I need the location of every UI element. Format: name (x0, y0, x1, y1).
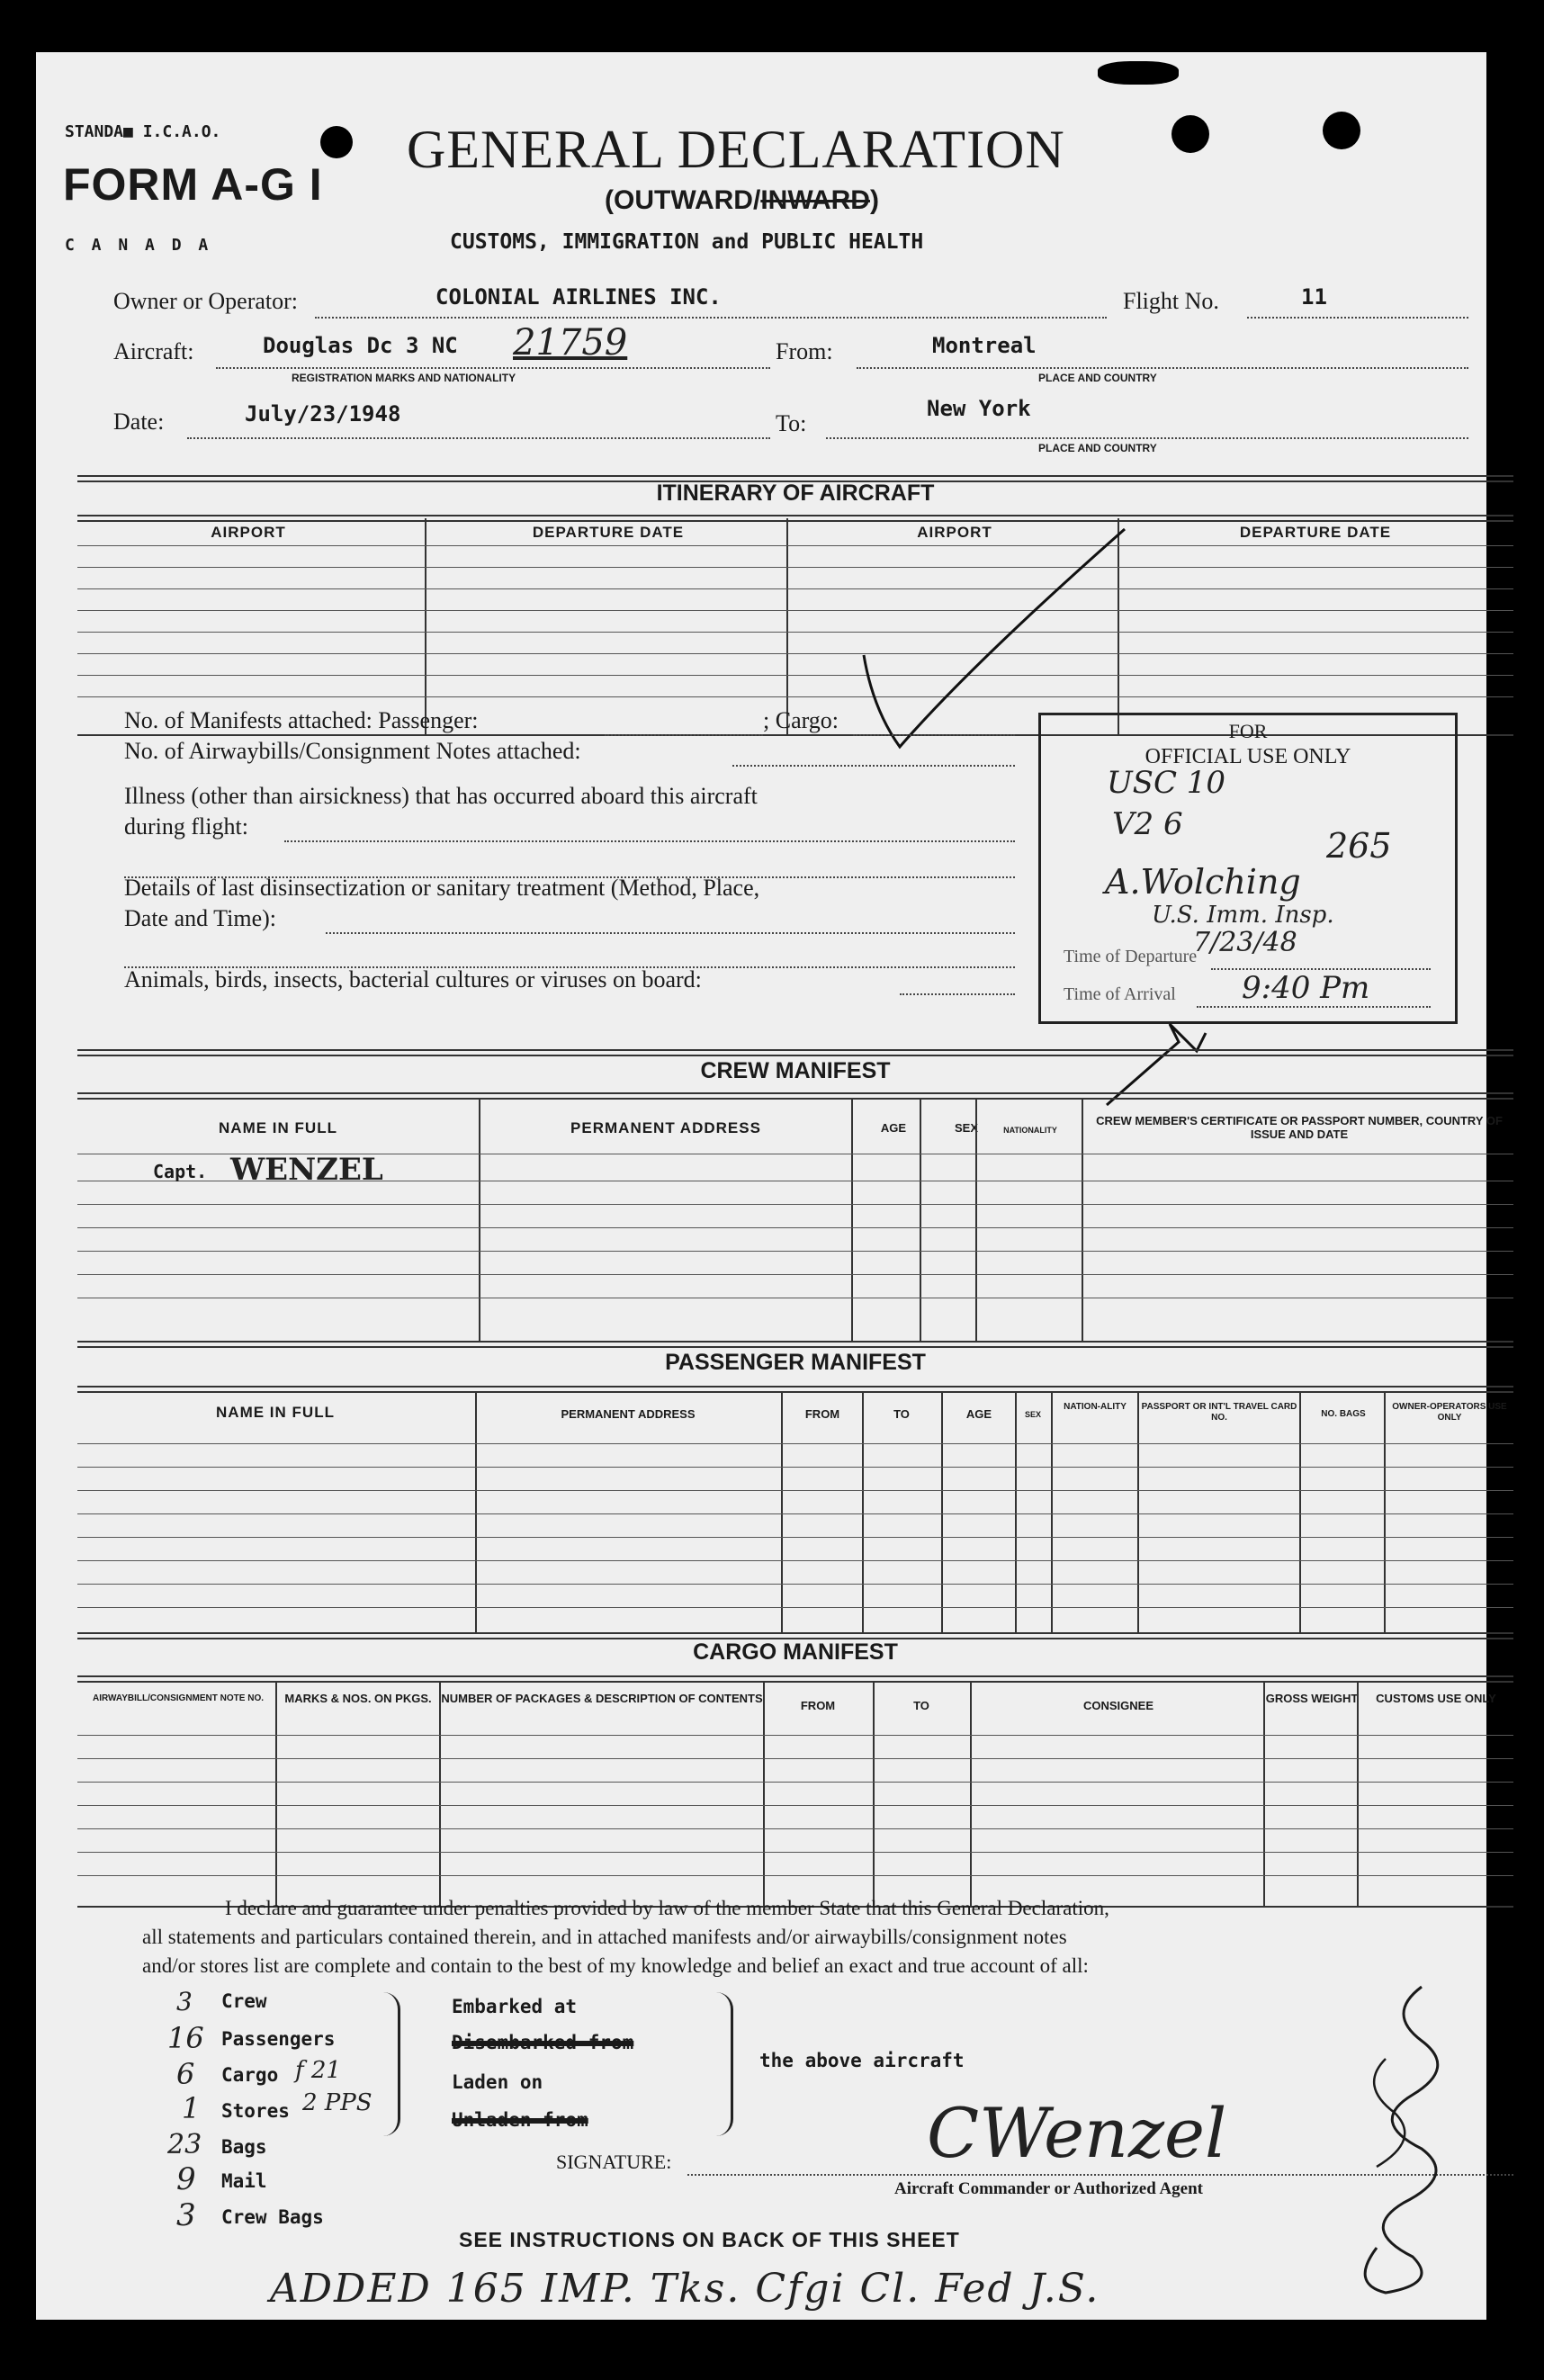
aircraft-label: Aircraft: (113, 338, 194, 364)
cargo-divider-5 (970, 1681, 972, 1906)
passenger-row-line (77, 1560, 1513, 1561)
signature-label: SIGNATURE: (556, 2151, 672, 2173)
passenger-divider-8 (1299, 1391, 1301, 1634)
cargo-col-customs: CUSTOMS USE ONLY (1376, 1692, 1496, 1705)
tally-number: 1 (182, 2091, 201, 2125)
flight-line (1247, 317, 1468, 319)
manifests-question: No. of Manifests attached: Passenger: (124, 707, 479, 733)
official-hand-2: V2 6 (1112, 806, 1183, 842)
crew-col-address: PERMANENT ADDRESS (570, 1119, 761, 1136)
above-aircraft-label: the above aircraft (759, 2050, 965, 2071)
cargo-row-line (77, 1735, 1513, 1736)
tally-note: f 21 (295, 2057, 341, 2084)
tally-number: 3 (176, 1987, 193, 2016)
date-line (187, 437, 770, 439)
tally-label: Cargo (221, 2064, 279, 2086)
tally-row (167, 2197, 437, 2233)
cargo-row-line (77, 1782, 1513, 1783)
departure-time-label: Time of Departure (1064, 947, 1198, 966)
punch-hole-right (1323, 112, 1360, 149)
right-bracket (716, 1992, 733, 2136)
passenger-col-to: TO (893, 1407, 910, 1421)
animals-line (900, 993, 1015, 995)
cargo-row-line (77, 1875, 1513, 1876)
passenger-col-owner: OWNER-OPERATORS USE ONLY (1392, 1402, 1507, 1423)
passenger-row-line (77, 1490, 1513, 1491)
cargo-row-line (77, 1758, 1513, 1759)
owner-label: Owner or Operator: (113, 288, 299, 314)
cargo-row-line (77, 1828, 1513, 1829)
passenger-divider-6 (1051, 1391, 1053, 1634)
declaration-line-1: I declare and guarantee under penalties provided by law of the member State that this General Declaration, (225, 1897, 1109, 1919)
disinsect-question-1: Details of last disinsectization or sanitary treatment (Method, Place, (124, 875, 760, 901)
cargo-top-rule (77, 1632, 1513, 1639)
crew-divider-4 (975, 1098, 977, 1341)
itinerary-divider-1 (425, 518, 426, 734)
passenger-row-line (77, 1537, 1513, 1538)
illness-line (284, 840, 1015, 842)
illness-question-1: Illness (other than airsickness) that has occurred aboard this aircraft (124, 783, 758, 809)
form-number: FORM A-G I (63, 159, 323, 210)
form-title: GENERAL DECLARATION (407, 120, 1065, 179)
itinerary-row-line (77, 545, 1513, 546)
passenger-title: PASSENGER MANIFEST (665, 1350, 926, 1375)
tally-note: 2 PPS (302, 2089, 373, 2116)
crew-col-age: AGE (880, 1121, 907, 1135)
cargo-question: ; Cargo: (763, 707, 839, 733)
passenger-row-line (77, 1607, 1513, 1608)
crew-row-line (77, 1251, 1513, 1252)
airwaybills-line (732, 765, 1015, 767)
official-hand-1: USC 10 (1107, 765, 1226, 801)
ink-blot (1098, 61, 1179, 85)
declaration-line-2: all statements and particulars contained therein, and in attached manifests and/or airwaybills/consignment notes (142, 1926, 1067, 1948)
date-label: Date: (113, 409, 165, 435)
from-line (857, 367, 1468, 369)
animals-question: Animals, birds, insects, bacterial cultures or viruses on board: (124, 966, 702, 992)
cargo-title: CARGO MANIFEST (693, 1639, 898, 1665)
cargo-divider-7 (1357, 1681, 1359, 1906)
passenger-divider-4 (941, 1391, 943, 1634)
crew-col-certificate: CREW MEMBER'S CERTIFICATE OR PASSPORT NUMBER, COUNTRY OF ISSUE AND DATE (1096, 1114, 1503, 1141)
itinerary-row-line (77, 632, 1513, 633)
date-value: July/23/1948 (245, 401, 401, 427)
crew-col-sex: SEX (954, 1121, 978, 1135)
owner-value: COLONIAL AIRLINES INC. (435, 284, 722, 310)
passenger-col-bags: NO. BAGS (1321, 1409, 1366, 1419)
cargo-col-packages: NUMBER OF PACKAGES & DESCRIPTION OF CONTENTS (441, 1692, 763, 1705)
cargo-col-from: FROM (800, 1699, 836, 1712)
passenger-header-rule (77, 1386, 1513, 1393)
passenger-divider-1 (475, 1391, 477, 1634)
owner-line (315, 317, 1107, 319)
crew-row-line (77, 1274, 1513, 1275)
tally-label: Mail (221, 2170, 267, 2192)
passenger-col-name: NAME IN FULL (216, 1404, 335, 1421)
crew-divider-1 (479, 1098, 480, 1341)
manifests-line (605, 734, 763, 736)
tally-label: Stores (221, 2100, 290, 2122)
passenger-row-line (77, 1513, 1513, 1514)
passenger-col-age: AGE (965, 1407, 992, 1421)
crew-row-line (77, 1227, 1513, 1228)
tally-number: 9 (176, 2161, 196, 2197)
tally-label: Crew Bags (221, 2206, 324, 2228)
official-hand-department: U.S. Imm. Insp. (1152, 902, 1334, 929)
unladen-label: Unladen from (452, 2109, 588, 2131)
cargo-divider-3 (763, 1681, 765, 1906)
from-label: From: (776, 338, 833, 364)
passenger-row-line (77, 1443, 1513, 1444)
crew-row-1-name: WENZEL (230, 1152, 383, 1188)
direction-outward: (OUTWARD/ (605, 185, 761, 215)
cargo-line (853, 734, 1015, 736)
crew-row-1-title: Capt. (153, 1161, 208, 1182)
punch-hole-mid (1171, 115, 1209, 153)
official-hand-date: 7/23/48 (1193, 927, 1297, 958)
crew-header-rule (77, 1092, 1513, 1100)
passenger-divider-9 (1384, 1391, 1386, 1634)
crew-top-rule (77, 1049, 1513, 1056)
passenger-col-address: PERMANENT ADDRESS (561, 1407, 696, 1421)
to-value: New York (927, 396, 1031, 421)
airwaybills-question: No. of Airwaybills/Consignment Notes attached: (124, 738, 581, 764)
arrival-time-label: Time of Arrival (1064, 984, 1176, 1004)
passenger-col-nationality: NATION-ALITY (1064, 1402, 1127, 1412)
itinerary-row-line (77, 653, 1513, 654)
tally-label: Crew (221, 1990, 267, 2012)
official-title-for: FOR (1228, 720, 1268, 742)
itinerary-divider-2 (786, 518, 788, 734)
official-hand-number: 265 (1326, 826, 1392, 866)
arrival-time-value: 9:40 Pm (1242, 970, 1370, 1006)
cargo-col-airwaybill: AIRWAYBILL/CONSIGNMENT NOTE NO. (92, 1693, 264, 1703)
tally-number: 16 (167, 2021, 204, 2055)
cargo-col-weight: GROSS WEIGHT (1265, 1692, 1359, 1705)
disembarked-label: Disembarked from (452, 2032, 634, 2053)
passenger-divider-2 (781, 1391, 783, 1634)
form-subtitle: CUSTOMS, IMMIGRATION and PUBLIC HEALTH (450, 230, 924, 254)
crew-title: CREW MANIFEST (700, 1058, 891, 1083)
direction-close: ) (869, 185, 879, 215)
disinsect-question-2: Date and Time): (124, 905, 276, 931)
disinsect-line (326, 932, 1015, 934)
declaration-form (36, 52, 1507, 2320)
passenger-row-line (77, 1467, 1513, 1468)
tally-row (167, 2129, 437, 2161)
declaration-line-3: and/or stores list are complete and contain to the best of my knowledge and belief an exact and true account of all: (142, 1954, 1089, 1977)
flight-value: 11 (1301, 284, 1327, 310)
direction-inward: INWARD (760, 185, 870, 215)
itinerary-row-line (77, 675, 1513, 676)
itinerary-header-rule (77, 515, 1513, 522)
crew-divider-2 (851, 1098, 853, 1341)
crew-row-line (77, 1204, 1513, 1205)
itinerary-row-line (77, 588, 1513, 589)
itinerary-col-airport-1: AIRPORT (211, 524, 286, 541)
aircraft-registration-handwritten: 21759 (513, 322, 628, 364)
embarked-label: Embarked at (452, 1996, 578, 2017)
passenger-top-rule (77, 1341, 1513, 1348)
cargo-col-consignee: CONSIGNEE (1082, 1699, 1154, 1712)
signature-caption: Aircraft Commander or Authorized Agent (894, 2179, 1204, 2198)
cargo-col-marks: MARKS & NOS. ON PKGS. (284, 1692, 432, 1705)
aircraft-line (216, 367, 770, 369)
punch-hole-left (320, 126, 353, 158)
crew-divider-3 (920, 1098, 921, 1341)
cargo-divider-6 (1263, 1681, 1265, 1906)
to-line (826, 437, 1468, 439)
to-label: To: (776, 410, 807, 436)
cargo-col-to: TO (913, 1699, 929, 1712)
aircraft-caption: REGISTRATION MARKS AND NATIONALITY (292, 372, 516, 384)
tally-number: 3 (176, 2197, 196, 2233)
itinerary-col-departure-1: DEPARTURE DATE (532, 524, 685, 541)
itinerary-row-line (77, 610, 1513, 611)
cargo-divider-4 (873, 1681, 875, 1906)
tally-label: Bags (221, 2136, 267, 2158)
itinerary-row-line (77, 567, 1513, 568)
tally-number: 6 (176, 2057, 195, 2091)
crew-col-nationality: NATIONALITY (1003, 1126, 1057, 1135)
itinerary-row-line (77, 696, 1513, 697)
footer-handwritten-note: ADDED 165 IMP. Tks. Cfgi Cl. Fed J.S. (270, 2266, 1100, 2312)
cargo-header-rule (77, 1675, 1513, 1683)
signature-handwritten: CWenzel (927, 2093, 1227, 2173)
illness-question-2: during flight: (124, 813, 248, 840)
from-value: Montreal (932, 333, 1037, 358)
margin-signature-scribble (1332, 1978, 1467, 2302)
passenger-col-from: FROM (804, 1407, 840, 1421)
passenger-divider-7 (1137, 1391, 1139, 1634)
official-title-use: OFFICIAL USE ONLY (1145, 745, 1351, 768)
passenger-col-passport: PASSPORT OR INT'L TRAVEL CARD NO. (1141, 1402, 1297, 1423)
from-caption: PLACE AND COUNTRY (1038, 372, 1157, 384)
itinerary-title: ITINERARY OF AIRCRAFT (656, 480, 935, 506)
cargo-row-line (77, 1805, 1513, 1806)
crew-divider-5 (1082, 1098, 1083, 1341)
cargo-divider-2 (439, 1681, 441, 1906)
left-bracket (383, 1992, 400, 2136)
country-label: C A N A D A (65, 236, 212, 255)
direction-label (605, 185, 879, 216)
passenger-divider-3 (862, 1391, 864, 1634)
standard-label: STANDA■ I.C.A.O. (65, 122, 221, 141)
passenger-col-sex: SEX (1024, 1410, 1041, 1419)
itinerary-col-airport-2: AIRPORT (917, 524, 992, 541)
tally-number: 23 (167, 2129, 202, 2160)
flight-label: Flight No. (1123, 288, 1219, 314)
laden-label: Laden on (452, 2071, 543, 2093)
passenger-row-line (77, 1584, 1513, 1585)
to-caption: PLACE AND COUNTRY (1038, 442, 1157, 454)
aircraft-value: Douglas Dc 3 NC (263, 333, 458, 358)
tally-label: Passengers (221, 2028, 336, 2050)
tally-row (167, 2161, 437, 2197)
instructions-footer: SEE INSTRUCTIONS ON BACK OF THIS SHEET (459, 2228, 960, 2251)
official-hand-signature: A.Wolching (1105, 862, 1301, 902)
cargo-divider-1 (275, 1681, 277, 1906)
passenger-divider-5 (1015, 1391, 1017, 1634)
crew-col-name: NAME IN FULL (219, 1119, 337, 1136)
cargo-row-line (77, 1852, 1513, 1853)
itinerary-col-departure-2: DEPARTURE DATE (1239, 524, 1392, 541)
